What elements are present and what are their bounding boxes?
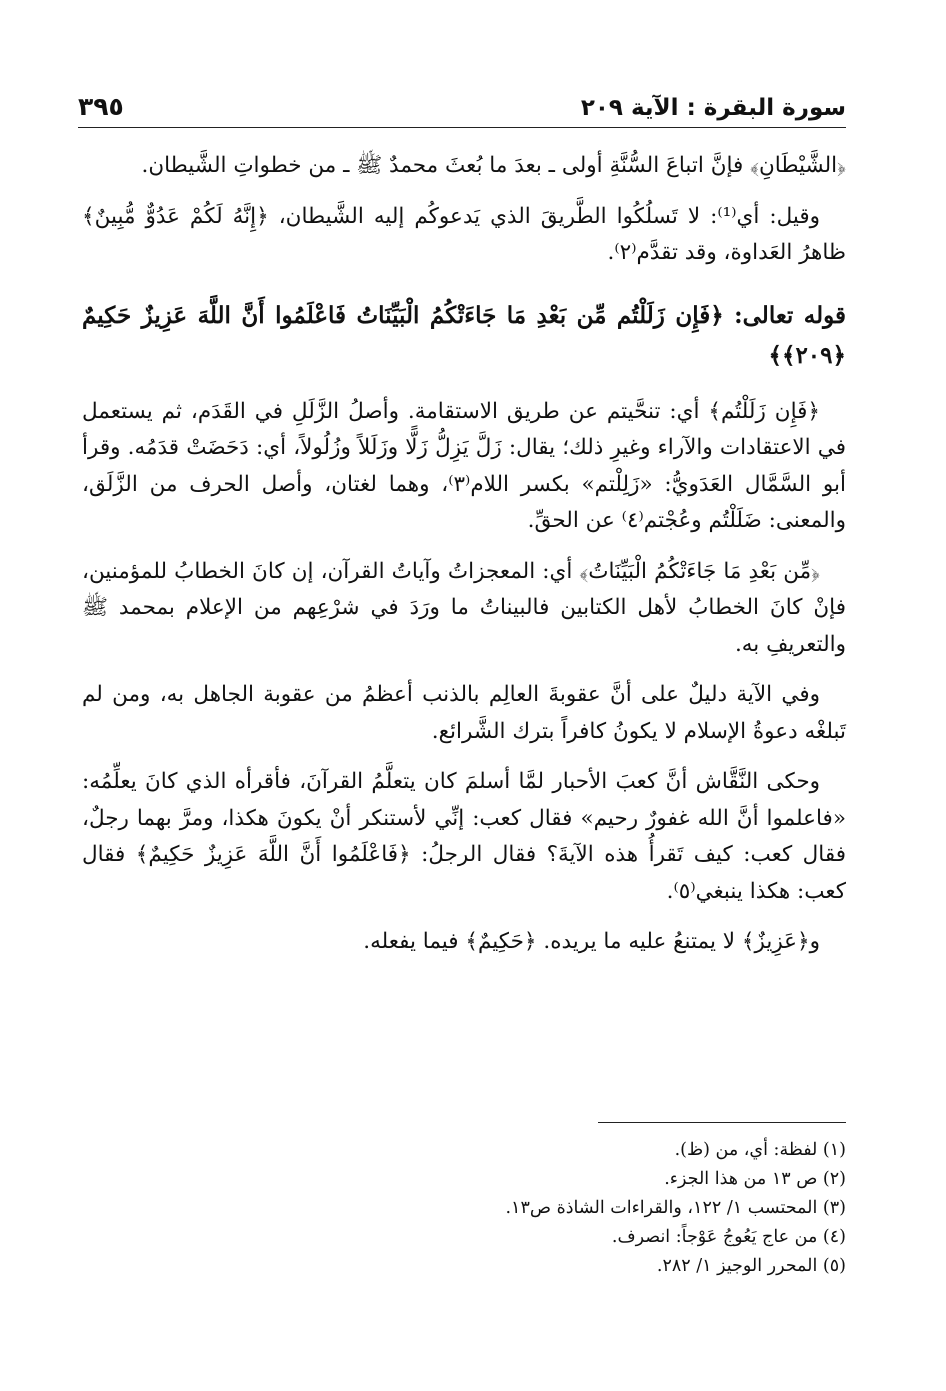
footnote-item: (٥) المحرر الوجيز ١/ ٢٨٢.	[656, 1256, 846, 1276]
page-body	[82, 148, 846, 975]
footnotes-list	[82, 1136, 846, 1281]
paragraph-zalaltum: ﴿فَإِن زَلَلْتُم﴾ أي: تنحَّيتم عن طريق الاستقامة. وأصلُ الزَّلَلِ في القَدَم، ثم يستعمل في الاعتقادات والآراء وغيرِ ذلك؛ يقال: زَلَّ يَزِلُّ زَلًّا وزَلَلاً وزُلُولاً، أي: دَحَضَتْ قدَمُه. وقرأ أبو السَّمَّال العَدَويُّ: «زَلِلْتم» بكسر اللام⁽٣⁾، وهما لغتان، وأصل الحرف من الزَّلَق، والمعنى: ضَلَلْتُم وعُجْتم⁽٤⁾ عن الحقِّ.	[82, 398, 846, 533]
page-header	[78, 84, 846, 128]
paragraph-dalil: وفي الآية دليلٌ على أنَّ عقوبةَ العالِم بالذنب أعظمُ من عقوبة الجاهل به، ومن لم تَبلغْه دعوةُ الإسلام لا يكونُ كافراً بترك الشَّرائع.	[82, 682, 846, 744]
footnote-item: (١) لفظة: أي، من (ظ).	[674, 1140, 846, 1160]
footnote-separator	[598, 1122, 846, 1123]
paragraph-bayyinat: ﴿مِّن بَعْدِ مَا جَاءَتْكُمُ الْبَيِّنَاتُ﴾ أي: المعجزاتُ وآياتُ القرآن، إن كانَ الخطابُ للمؤمنين، فإنْ كانَ الخطابُ لأهل الكتابين فالبيناتُ ما ورَدَ في شرْعِهم من الإعلام بمحمد ﷺ والتعريفِ به.	[82, 558, 846, 657]
footnote-item: (٢) ص ١٣ من هذا الجزء.	[664, 1169, 846, 1189]
paragraph-qil: وقيل: أي⁽¹⁾: لا تَسلُكُوا الطَّريقَ الذي يَدعوكُم إليه الشَّيطان، ﴿إِنَّهُ لَكُمْ عَدُوٌّ مُّبِينٌ﴾ ظاهرُ العَداوة، وقد تقدَّم⁽٢⁾.	[82, 203, 846, 265]
verse-heading: قوله تعالى: ﴿فَإِن زَلَلْتُم مِّن بَعْدِ مَا جَاءَتْكُمُ الْبَيِّنَاتُ فَاعْلَمُوا أَنَّ اللَّهَ عَزِيزٌ حَكِيمٌ ﴿٢٠٩﴾﴾	[82, 301, 846, 369]
running-title: سورة البقرة : الآية ٢٠٩	[580, 95, 846, 121]
paragraph-continuation: ﴿الشَّيْطَانِ﴾ فإنَّ اتباعَ السُّنَّةِ أولى ـ بعدَ ما بُعثَ محمدٌ ﷺ ـ من خطواتِ الشَّيطان.	[141, 153, 846, 178]
footnote-item: (٤) من عاج يَعُوجُ عَوْجاً: انصرف.	[611, 1227, 846, 1247]
paragraph-aziz-hakim: و﴿عَزِيزٌ﴾ لا يمتنعُ عليه ما يريده. ﴿حَكِيمٌ﴾ فيما يفعله.	[363, 929, 820, 954]
paragraph-naqqash: وحكى النَّقَّاش أنَّ كعبَ الأحبار لمَّا أسلمَ كان يتعلَّمُ القرآنَ، فأقرأه الذي كانَ يعلِّمُه: «فاعلموا أنَّ الله غفورٌ رحيم» فقال كعب: إنِّي لأستنكر أنْ يكونَ هكذا، ومرَّ بهما رجلٌ، فقال كعب: كيف تَقرأُ هذه الآيةَ؟ فقال الرجلُ: ﴿فَاعْلَمُوا أَنَّ اللَّهَ عَزِيزٌ حَكِيمٌ﴾ فقال كعب: هكذا ينبغي⁽٥⁾.	[82, 769, 846, 904]
page-number: ٣٩٥	[78, 92, 124, 121]
footnote-item: (٣) المحتسب ١/ ١٢٢، والقراءات الشاذة ص١٣.	[505, 1198, 846, 1218]
